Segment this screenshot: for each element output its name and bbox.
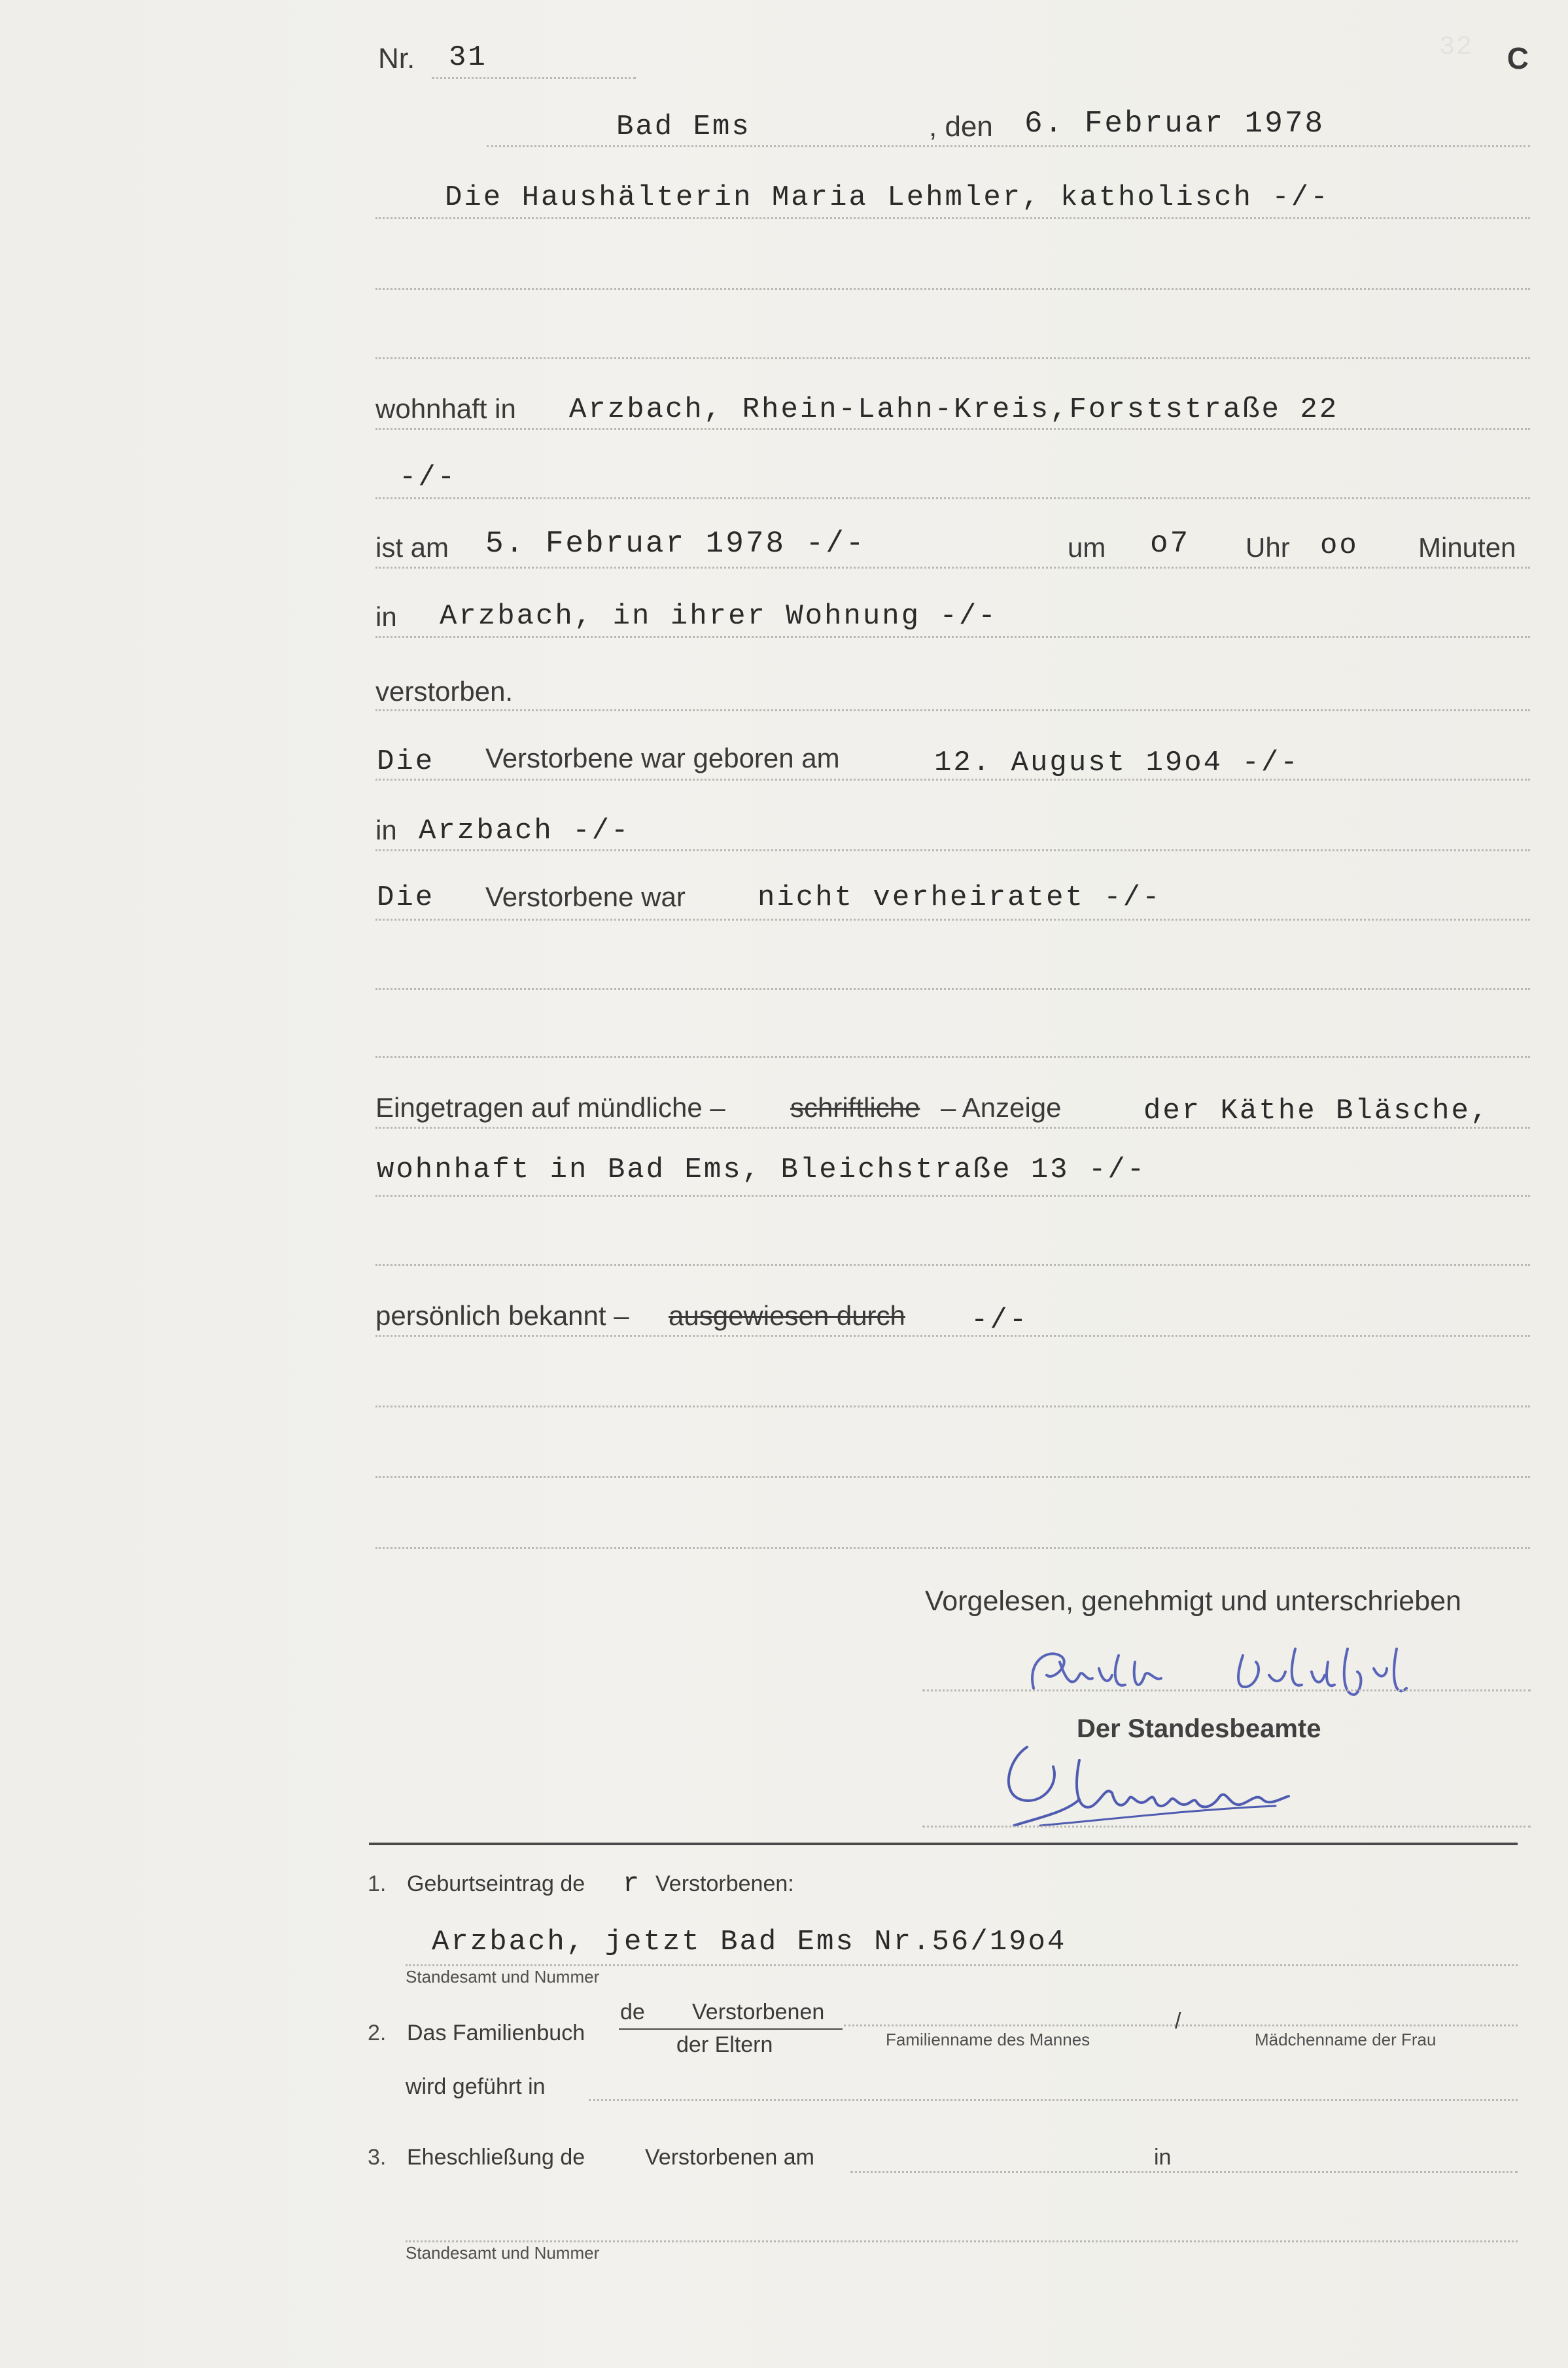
rule [375, 1335, 1530, 1337]
note3-number: 3. [368, 2145, 387, 2170]
note1-caption: Standesamt und Nummer [406, 1967, 600, 1987]
registration-schriftliche: schriftliche [790, 1092, 920, 1123]
identity-value: -/- [971, 1304, 1029, 1337]
bleed-through: 32 [1439, 33, 1474, 62]
death-date-label: ist am [375, 532, 449, 563]
informant-address: wohnhaft in Bad Ems, Bleichstraße 13 -/- [377, 1154, 1147, 1186]
note3-label: Eheschließung de [407, 2145, 585, 2170]
rule [375, 709, 1530, 711]
note3-verstorbenen-am: Verstorbenen am [645, 2145, 814, 2170]
rule [487, 145, 1530, 147]
residence-label: wohnhaft in [375, 393, 516, 424]
note2-husband-name-caption: Familienname des Mannes [886, 2030, 1090, 2049]
note2-maiden-name-caption: Mädchenname der Frau [1255, 2030, 1437, 2049]
verstorben-text: verstorben. [375, 676, 514, 707]
note3-caption: Standesamt und Nummer [406, 2243, 600, 2263]
birth-place: Arzbach -/- [419, 815, 631, 847]
rule [375, 357, 1530, 359]
note1-suffix: r [623, 1868, 642, 1900]
note2-wird: wird geführt in [406, 2074, 546, 2099]
fraction-line [619, 2028, 843, 2030]
death-place-label: in [375, 601, 397, 632]
rule [406, 2240, 1518, 2242]
rule [375, 919, 1530, 921]
rule [375, 497, 1530, 499]
rule [850, 2171, 1518, 2173]
rule [375, 1195, 1530, 1197]
note2-eltern: der Eltern [676, 2032, 773, 2057]
identity-label: persönlich bekannt – [375, 1300, 629, 1331]
note2-de: de [620, 2000, 645, 2024]
corner-letter: C [1507, 41, 1529, 75]
section-divider [369, 1843, 1518, 1845]
rule [375, 849, 1530, 851]
number-value: 31 [449, 41, 487, 74]
birth-place-label: in [375, 815, 397, 845]
marital-die: Die [377, 881, 435, 914]
informant-name: der Käthe Bläsche, [1143, 1095, 1490, 1127]
birth-date: 12. August 19o4 -/- [934, 747, 1300, 779]
registrar-signature [981, 1734, 1374, 1839]
minuten-label: Minuten [1418, 532, 1516, 563]
rule [375, 217, 1530, 219]
rule [375, 567, 1530, 569]
rule [375, 636, 1530, 638]
rule [375, 779, 1530, 781]
informant-signature [1020, 1636, 1491, 1714]
rule [375, 288, 1530, 290]
uhr-label: Uhr [1246, 532, 1290, 563]
note2-verstorbenen: Verstorbenen [692, 2000, 825, 2024]
number-label: Nr. [378, 43, 415, 75]
note1-label: Geburtseintrag de [407, 1871, 585, 1896]
death-hour: o7 [1150, 527, 1191, 561]
birth-label: Verstorbene war geboren am [485, 743, 840, 773]
marital-label: Verstorbene war [485, 881, 686, 912]
rule [375, 1264, 1530, 1266]
death-minute: oo [1320, 529, 1359, 562]
death-date: 5. Februar 1978 -/- [485, 527, 866, 561]
residence-continuation: -/- [399, 461, 457, 494]
birth-die: Die [377, 745, 435, 778]
um-label: um [1068, 532, 1106, 563]
rule [375, 428, 1530, 430]
document-date: 6. Februar 1978 [1024, 107, 1325, 141]
place: Bad Ems [616, 111, 751, 143]
rule [432, 77, 636, 79]
residence-value: Arzbach, Rhein-Lahn-Kreis,Forststraße 22 [569, 393, 1339, 426]
note1-number: 1. [368, 1871, 387, 1896]
registration-anzeige: – Anzeige [941, 1092, 1062, 1123]
rule [375, 988, 1530, 990]
rule [922, 1689, 1531, 1691]
note2-label: Das Familienbuch [407, 2021, 585, 2045]
marital-status: nicht verheiratet -/- [758, 881, 1162, 914]
registrar-label: Der Standesbeamte [1077, 1714, 1321, 1743]
identity-ausgewiesen: ausgewiesen durch [669, 1300, 905, 1331]
closing-text: Vorgelesen, genehmigt und unterschrieben [925, 1585, 1461, 1617]
rule [922, 1826, 1531, 1828]
rule [375, 1547, 1530, 1549]
deceased-person: Die Haushälterin Maria Lehmler, katholisch -/- [445, 181, 1330, 214]
rule [589, 2099, 1518, 2101]
slash: / [1175, 2009, 1181, 2034]
note1-label2: Verstorbenen: [655, 1871, 794, 1896]
birth-register-entry: Arzbach, jetzt Bad Ems Nr.56/19o4 [432, 1926, 1067, 1958]
registration-label: Eingetragen auf mündliche – [375, 1092, 725, 1123]
note3-in: in [1154, 2145, 1172, 2170]
death-place: Arzbach, in ihrer Wohnung -/- [440, 600, 998, 633]
rule [375, 1405, 1530, 1407]
rule [375, 1127, 1530, 1129]
rule [406, 1964, 1518, 1966]
den-label: , den [929, 111, 993, 143]
rule [375, 1056, 1530, 1058]
note2-number: 2. [368, 2021, 387, 2045]
rule [375, 1476, 1530, 1478]
